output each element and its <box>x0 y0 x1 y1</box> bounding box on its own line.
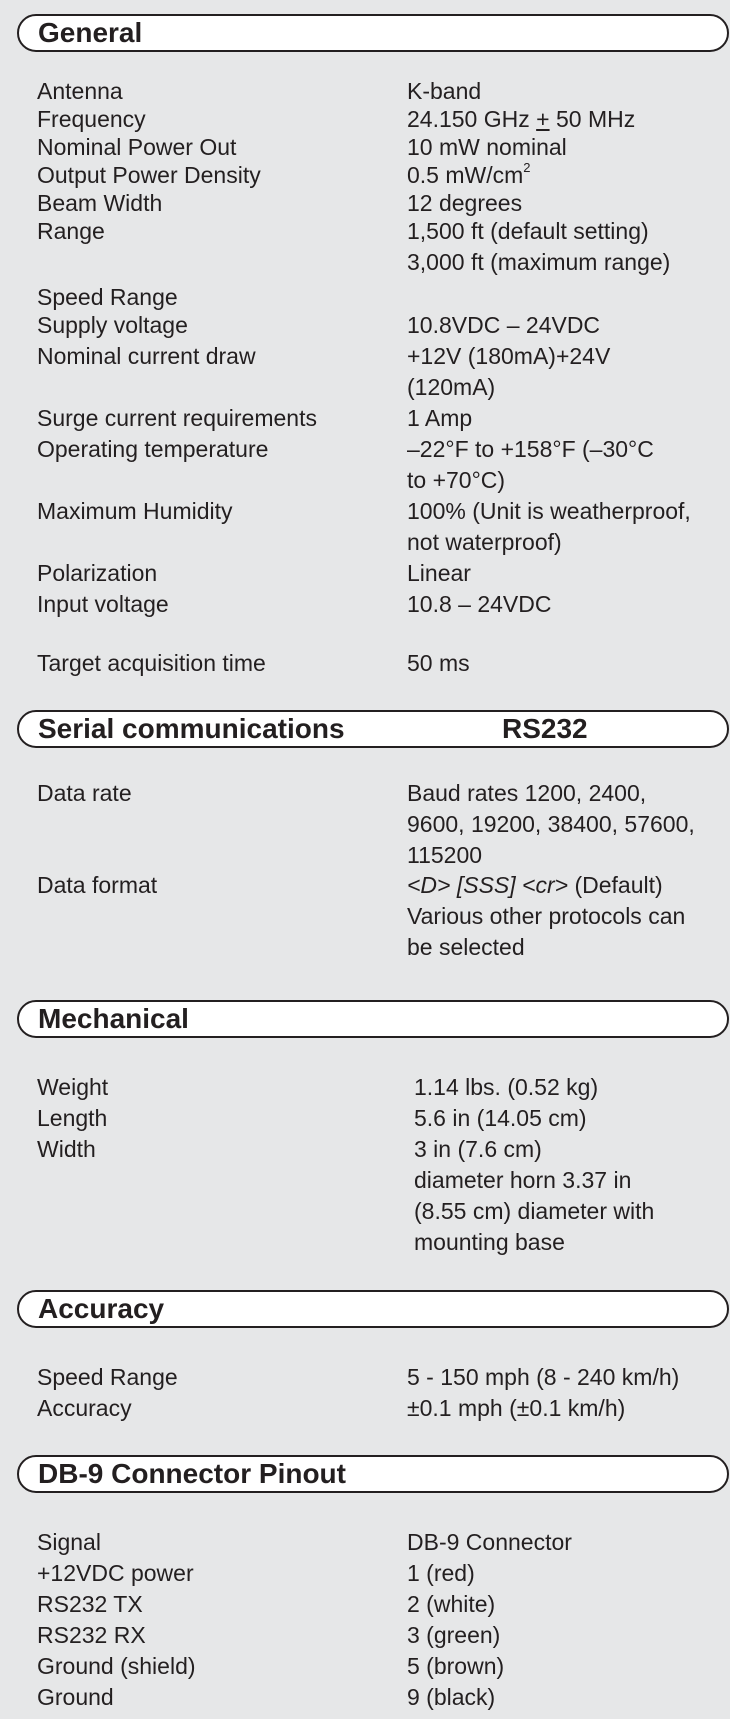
spec-label: Supply voltage <box>37 312 188 338</box>
spec-label: Accuracy <box>37 1395 132 1421</box>
spec-label: Data format <box>37 872 158 898</box>
section-title: Accuracy <box>38 1293 165 1324</box>
spec-label: Data rate <box>37 780 132 806</box>
spec-label: Target acquisition time <box>37 650 266 676</box>
section-title: General <box>38 17 143 48</box>
spec-value: 1,500 ft (default setting) 3,000 ft (maximum range) <box>407 218 671 275</box>
spec-label: Polarization <box>37 560 158 586</box>
spec-value: –22°F to +158°F (–30°C to +70°C) <box>407 436 654 493</box>
spec-label: Output Power Density <box>37 162 261 188</box>
spec-label: Beam Width <box>37 190 163 216</box>
spec-value: 5 (brown) <box>407 1653 505 1679</box>
spec-label: Operating temperature <box>37 436 269 462</box>
spec-value: 5 - 150 mph (8 - 240 km/h) <box>407 1364 680 1390</box>
spec-value: DB-9 Connector <box>407 1529 572 1555</box>
spec-label: Speed Range <box>37 284 178 310</box>
spec-value: Baud rates 1200, 2400, 9600, 19200, 38400, 57600, 115200 <box>407 780 695 868</box>
spec-value: 10.8 – 24VDC <box>407 591 552 617</box>
spec-value: 0.5 $mW/cm^2$ <box>407 160 531 188</box>
spec-value: ±0.1 mph (±0.1 km/h) <box>407 1395 626 1421</box>
spec-value: <D> [SSS] <cr> (Default) Various other protocols can be selected <box>407 872 686 960</box>
section-header-mechanical <box>17 1000 729 1038</box>
spec-label: +12VDC power <box>37 1560 194 1586</box>
spec-label: Nominal current draw <box>37 343 256 369</box>
spec-label: Ground <box>37 1684 114 1710</box>
spec-value: 3 in (7.6 cm) diameter horn 3.37 in (8.55 cm) diameter with mounting base <box>414 1136 655 1255</box>
section-subtitle: RS232 <box>502 713 588 744</box>
spec-value: 9 (black) <box>407 1684 496 1710</box>
spec-value: 12 degrees <box>407 190 523 216</box>
section-header-accuracy <box>17 1290 729 1328</box>
spec-label: Antenna <box>37 78 123 104</box>
spec-label: Maximum Humidity <box>37 498 233 524</box>
spec-label: Ground (shield) <box>37 1653 196 1679</box>
section-title: Serial communications <box>38 713 345 744</box>
section-header-serial <box>17 710 729 748</box>
spec-value: 24.150 GHz + 50 MHz <box>407 106 636 132</box>
spec-label: RS232 RX <box>37 1622 146 1648</box>
spec-value: 50 ms <box>407 650 470 676</box>
spec-value: 1 (red) <box>407 1560 475 1586</box>
spec-value: 5.6 in (14.05 cm) <box>414 1105 587 1131</box>
spec-label: Weight <box>37 1074 109 1100</box>
section-title: DB-9 Connector Pinout <box>38 1458 346 1489</box>
section-title: Mechanical <box>38 1003 189 1034</box>
spec-value: K-band <box>407 78 482 104</box>
spec-value: Linear <box>407 560 471 586</box>
spec-value: 1 Amp <box>407 405 473 431</box>
section-header-general <box>17 14 729 52</box>
spec-label: Surge current requirements <box>37 405 317 431</box>
spec-value: +12V (180mA)+24V (120mA) <box>407 343 611 400</box>
spec-label: Speed Range <box>37 1364 178 1390</box>
spec-value: 100% (Unit is weatherproof, not waterproof) <box>407 498 691 555</box>
section-header-db9 <box>17 1455 729 1493</box>
spec-value: 1.14 lbs. (0.52 kg) <box>414 1074 599 1100</box>
spec-value: 10.8VDC – 24VDC <box>407 312 601 338</box>
spec-value: 2 (white) <box>407 1591 496 1617</box>
spec-label: Range <box>37 218 105 244</box>
spec-label: Length <box>37 1105 108 1131</box>
spec-label: Width <box>37 1136 96 1162</box>
spec-label: RS232 TX <box>37 1591 143 1617</box>
spec-label: Frequency <box>37 106 146 132</box>
spec-value: 3 (green) <box>407 1622 501 1648</box>
spec-label: Nominal Power Out <box>37 134 237 160</box>
spec-label: Signal <box>37 1529 101 1555</box>
spec-value: 10 mW nominal <box>407 134 567 160</box>
spec-label: Input voltage <box>37 591 169 617</box>
